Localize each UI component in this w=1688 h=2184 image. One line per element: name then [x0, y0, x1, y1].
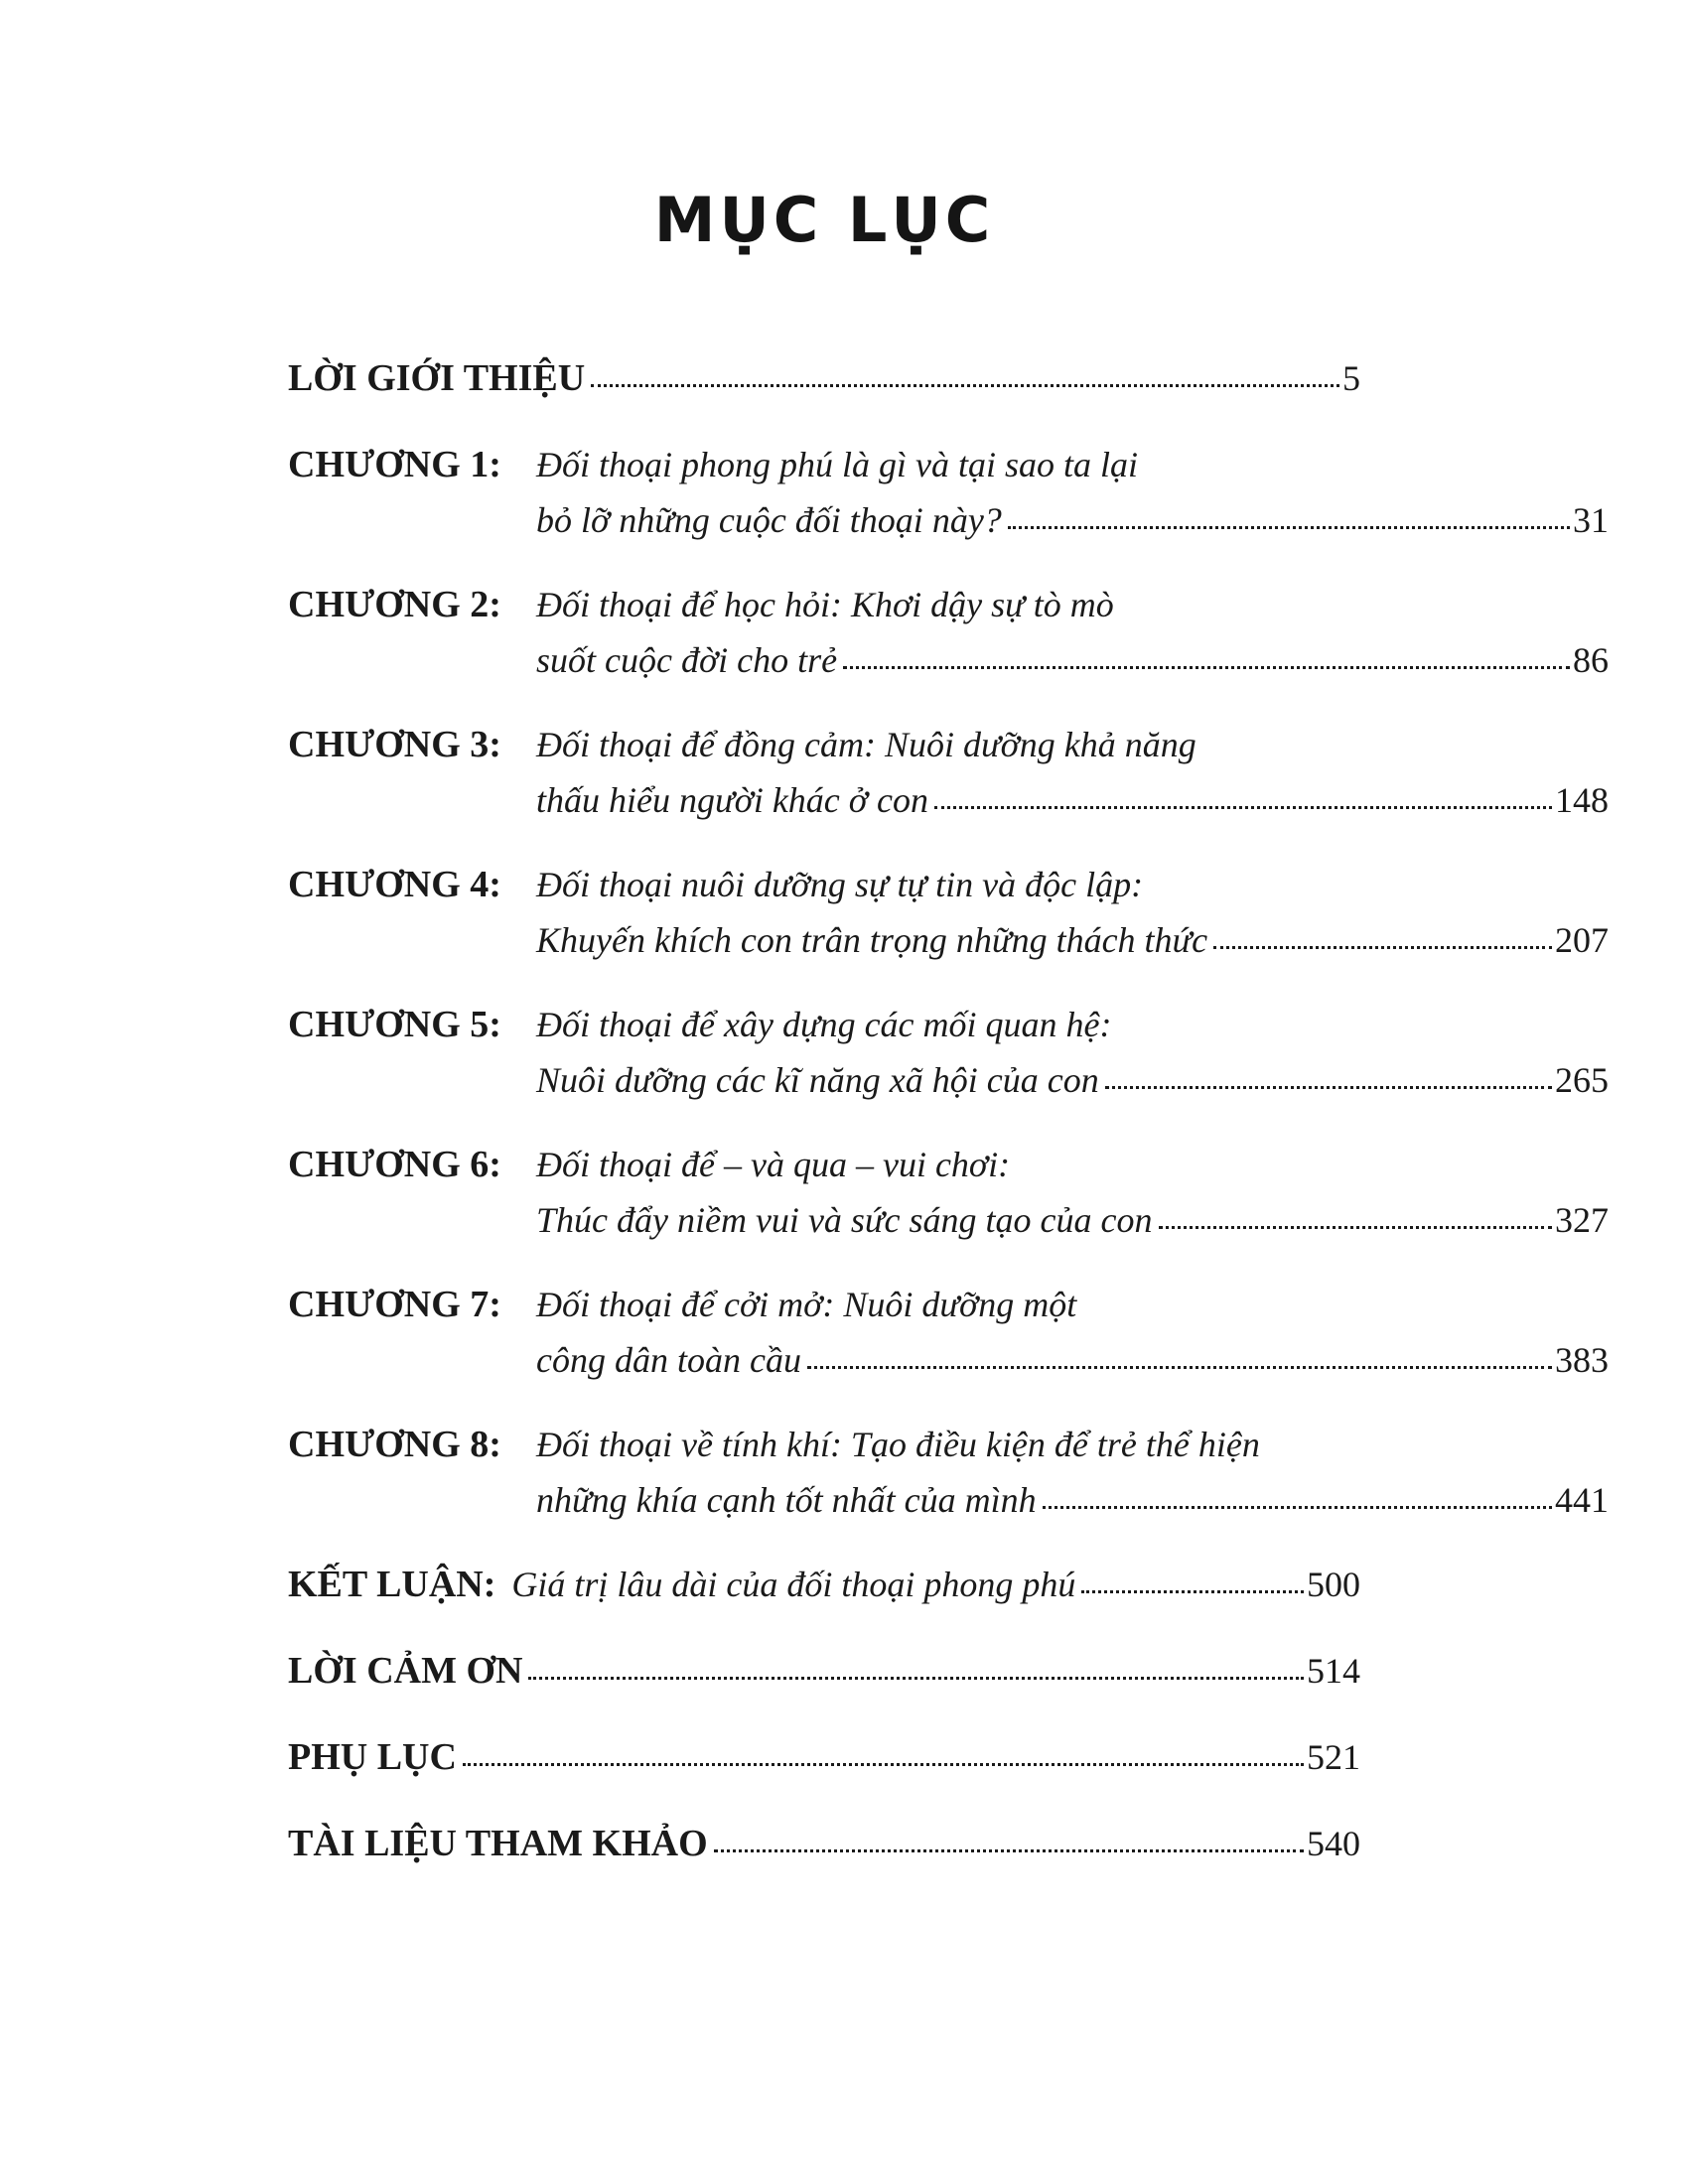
entry-page-number: 5	[1342, 358, 1360, 398]
toc-entry-row	[288, 997, 1360, 1053]
entry-title-line2: Thúc đẩy niềm vui và sức sáng tạo của con	[536, 1200, 1153, 1240]
toc-entry-chapter-7	[288, 1277, 1609, 1387]
entry-label: CHƯƠNG 3:	[288, 724, 501, 765]
dot-leader	[714, 1849, 1304, 1852]
entry-title-line2: thấu hiểu người khác ở con	[536, 780, 928, 820]
entry-title-line2: công dân toàn cầu	[536, 1340, 801, 1380]
entry-title-line2: suốt cuộc đời cho trẻ	[536, 640, 838, 680]
entry-page-number: 500	[1307, 1565, 1360, 1604]
toc-entry-row	[536, 1193, 1609, 1247]
entry-label: LỜI GIỚI THIỆU	[288, 357, 586, 399]
toc-entry-row	[536, 493, 1609, 547]
entry-page-number: 31	[1573, 500, 1609, 540]
toc-entry-row	[288, 1137, 1360, 1193]
entry-title-line2: Nuôi dưỡng các kĩ năng xã hội của con	[536, 1060, 1099, 1100]
entry-title-line1: Giá trị lâu dài của đối thoại phong phú	[511, 1565, 1076, 1604]
entry-label: CHƯƠNG 8:	[288, 1424, 501, 1465]
entry-page-number: 327	[1555, 1200, 1609, 1240]
toc-entry-chapter-2	[288, 577, 1609, 687]
toc-entry-conclusion	[288, 1557, 1360, 1613]
entry-title-line1: Đối thoại để học hỏi: Khơi dậy sự tò mò	[536, 585, 1114, 624]
entry-label: LỜI CẢM ƠN	[288, 1650, 523, 1692]
toc-entry-acknowledgments	[288, 1643, 1360, 1700]
dot-leader	[1008, 526, 1570, 529]
toc-entry-row	[536, 773, 1609, 827]
toc-entry-intro	[288, 350, 1360, 407]
entry-page-number: 540	[1307, 1824, 1360, 1863]
toc-entry-row	[536, 913, 1609, 967]
entry-page-number: 441	[1555, 1480, 1609, 1520]
toc-entry-row	[288, 1816, 1360, 1872]
toc-entry-references	[288, 1816, 1360, 1872]
toc-entry-row	[288, 1277, 1360, 1333]
toc-entry-row	[288, 1643, 1360, 1700]
entry-page-number: 148	[1555, 780, 1609, 820]
dot-leader	[843, 666, 1570, 669]
entry-title-line2: bỏ lỡ những cuộc đối thoại này?	[536, 500, 1002, 540]
toc-entry-row	[536, 1473, 1609, 1527]
toc-entry-row	[288, 350, 1360, 407]
toc-entry-row	[288, 1417, 1360, 1473]
toc-entry-appendix	[288, 1729, 1360, 1786]
toc-entry-row	[288, 437, 1360, 493]
toc-entry-row	[288, 1557, 1360, 1613]
entry-title-line2: Khuyến khích con trân trọng những thách thức	[536, 920, 1208, 960]
dot-leader	[934, 806, 1552, 809]
toc-entry-chapter-8	[288, 1417, 1609, 1527]
dot-leader	[1043, 1506, 1552, 1509]
entry-label: CHƯƠNG 7:	[288, 1284, 501, 1325]
entry-title-line1: Đối thoại để đồng cảm: Nuôi dưỡng khả năng	[536, 725, 1196, 764]
entry-label: PHỤ LỤC	[288, 1736, 457, 1778]
entry-page-number: 265	[1555, 1060, 1609, 1100]
entry-label: CHƯƠNG 6:	[288, 1144, 501, 1185]
dot-leader	[1081, 1590, 1304, 1593]
dot-leader	[463, 1763, 1304, 1766]
entry-title-line1: Đối thoại để cởi mở: Nuôi dưỡng một	[536, 1285, 1077, 1324]
toc-entry-chapter-1	[288, 437, 1609, 547]
entry-title-line1: Đối thoại để – và qua – vui chơi:	[536, 1145, 1011, 1184]
entry-label: TÀI LIỆU THAM KHẢO	[288, 1823, 708, 1864]
toc-entry-chapter-3	[288, 717, 1609, 827]
entry-page-number: 86	[1573, 640, 1609, 680]
entry-label: CHƯƠNG 2:	[288, 584, 501, 625]
entry-title-line1: Đối thoại nuôi dưỡng sự tự tin và độc lập:	[536, 865, 1144, 904]
toc-entry-chapter-5	[288, 997, 1609, 1107]
entry-page-number: 514	[1307, 1651, 1360, 1691]
dot-leader	[807, 1366, 1552, 1369]
entry-page-number: 383	[1555, 1340, 1609, 1380]
dot-leader	[1105, 1086, 1552, 1089]
page-title: MỤC LỤC	[653, 184, 995, 256]
toc-entry-row	[288, 857, 1360, 913]
dot-leader	[1159, 1226, 1552, 1229]
entry-page-number: 207	[1555, 920, 1609, 960]
toc-entry-row	[288, 717, 1360, 773]
entry-title-line1: Đối thoại phong phú là gì và tại sao ta lại	[536, 445, 1139, 484]
toc-entry-row	[288, 1729, 1360, 1786]
entry-title-line1: Đối thoại để xây dựng các mối quan hệ:	[536, 1005, 1112, 1044]
entry-label: CHƯƠNG 4:	[288, 864, 501, 905]
dot-leader	[528, 1677, 1304, 1680]
toc-content	[288, 184, 1609, 1902]
dot-leader	[591, 384, 1339, 387]
toc-entry-row	[288, 577, 1360, 633]
toc-entry-chapter-4	[288, 857, 1609, 967]
toc-entry-row	[536, 1053, 1609, 1107]
entry-title-line1: Đối thoại về tính khí: Tạo điều kiện để trẻ thể hiện	[536, 1425, 1260, 1464]
entry-label: CHƯƠNG 5:	[288, 1004, 501, 1045]
toc-entry-chapter-6	[288, 1137, 1609, 1247]
entry-page-number: 521	[1307, 1737, 1360, 1777]
dot-leader	[1213, 946, 1552, 949]
toc-entry-row	[536, 633, 1609, 687]
entry-label: KẾT LUẬN:	[288, 1564, 496, 1605]
entry-label: CHƯƠNG 1:	[288, 444, 501, 485]
entry-title-line2: những khía cạnh tốt nhất của mình	[536, 1480, 1037, 1520]
toc-entry-row	[536, 1333, 1609, 1387]
